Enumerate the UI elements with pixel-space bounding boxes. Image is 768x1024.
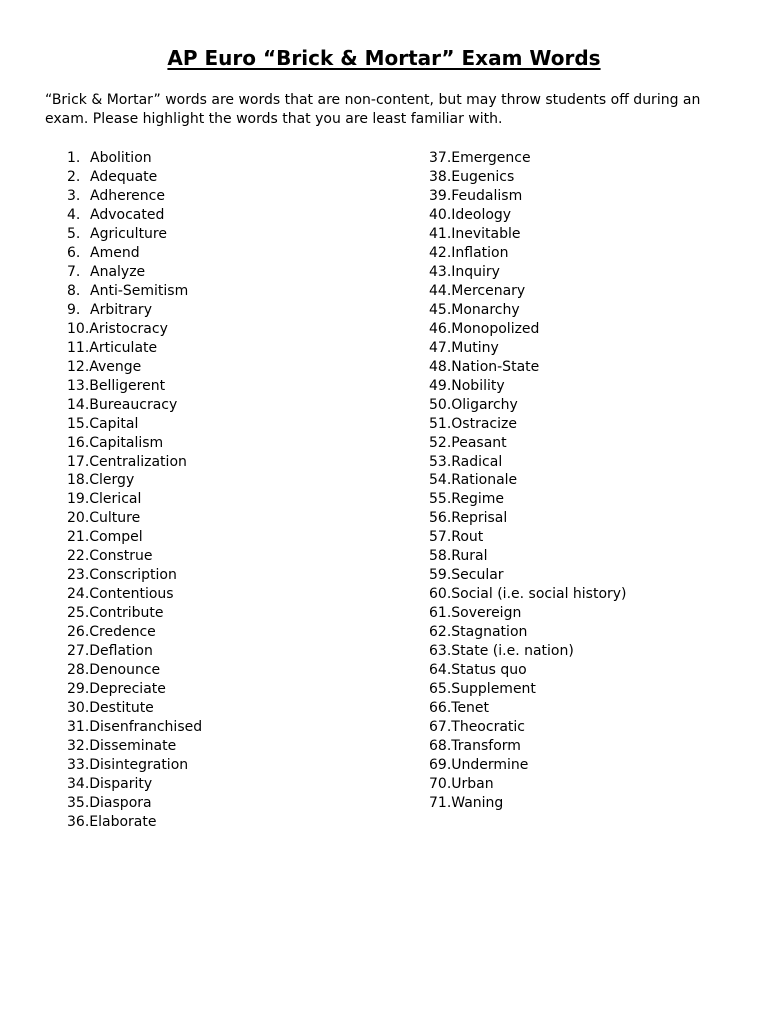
item-word: Centralization bbox=[89, 453, 187, 470]
list-item bbox=[67, 699, 202, 718]
list-item bbox=[67, 358, 202, 377]
item-number: 59. bbox=[429, 567, 452, 584]
item-number: 46. bbox=[429, 320, 452, 337]
item-number: 20. bbox=[67, 510, 90, 527]
list-item bbox=[429, 149, 627, 168]
item-word: Ideology bbox=[451, 206, 512, 223]
item-number: 7. bbox=[67, 263, 81, 280]
item-word: Status quo bbox=[451, 662, 527, 679]
list-item bbox=[67, 756, 202, 775]
list-item bbox=[429, 661, 627, 680]
item-number: 49. bbox=[429, 377, 452, 394]
item-number: 57. bbox=[429, 529, 452, 546]
item-number: 47. bbox=[429, 339, 452, 356]
item-word: Peasant bbox=[451, 434, 507, 451]
item-word: Elaborate bbox=[89, 813, 157, 830]
item-number: 37. bbox=[429, 150, 452, 166]
item-word: Compel bbox=[89, 529, 143, 546]
item-word: Amend bbox=[90, 244, 140, 261]
list-item bbox=[67, 377, 202, 396]
list-item bbox=[67, 282, 202, 301]
item-number: 21. bbox=[67, 529, 90, 546]
item-number: 23. bbox=[67, 567, 90, 584]
item-word: Emergence bbox=[451, 150, 531, 166]
list-item bbox=[429, 566, 627, 585]
item-word: Contentious bbox=[89, 586, 174, 603]
item-word: Mercenary bbox=[451, 282, 526, 299]
list-item bbox=[429, 547, 627, 566]
item-number: 29. bbox=[67, 681, 90, 698]
list-item bbox=[429, 168, 627, 187]
list-item bbox=[429, 699, 627, 718]
item-word: Ostracize bbox=[451, 415, 517, 432]
item-number: 31. bbox=[67, 719, 90, 736]
list-item bbox=[429, 642, 627, 661]
item-number: 13. bbox=[67, 377, 90, 394]
item-word: Undermine bbox=[451, 757, 529, 773]
list-item bbox=[67, 415, 202, 434]
item-word: Stagnation bbox=[451, 624, 528, 641]
item-number: 45. bbox=[429, 301, 452, 318]
item-number: 27. bbox=[67, 643, 90, 660]
item-word: Nation-State bbox=[451, 358, 540, 375]
list-item bbox=[429, 187, 627, 206]
item-word: Disintegration bbox=[89, 757, 189, 773]
item-number: 63. bbox=[429, 643, 452, 660]
item-word: Nobility bbox=[451, 377, 505, 394]
item-number: 36. bbox=[67, 813, 90, 830]
item-number: 55. bbox=[429, 491, 452, 508]
item-number: 51. bbox=[429, 415, 452, 432]
item-number: 66. bbox=[429, 700, 452, 717]
item-number: 71. bbox=[429, 794, 452, 811]
item-number: 1. bbox=[67, 150, 81, 166]
item-number: 4. bbox=[67, 206, 81, 223]
item-word: Contribute bbox=[89, 605, 164, 622]
list-item bbox=[67, 737, 202, 756]
item-word: Waning bbox=[451, 794, 504, 811]
item-word: Articulate bbox=[89, 339, 158, 356]
list-item bbox=[67, 642, 202, 661]
item-word: Reprisal bbox=[451, 510, 508, 527]
item-word: Inflation bbox=[451, 244, 509, 261]
list-item bbox=[67, 434, 202, 453]
item-word: Radical bbox=[451, 453, 503, 470]
item-word: Oligarchy bbox=[451, 396, 518, 413]
list-item bbox=[429, 718, 627, 737]
list-item bbox=[429, 490, 627, 509]
list-item bbox=[67, 718, 202, 737]
list-item bbox=[429, 623, 627, 642]
list-item bbox=[67, 453, 202, 472]
list-item bbox=[429, 225, 627, 244]
list-item bbox=[67, 471, 202, 490]
list-item bbox=[429, 301, 627, 320]
list-item bbox=[67, 396, 202, 415]
list-item bbox=[67, 320, 202, 339]
item-number: 16. bbox=[67, 434, 90, 451]
list-item bbox=[67, 206, 202, 225]
item-number: 65. bbox=[429, 681, 452, 698]
list-item bbox=[67, 623, 202, 642]
item-number: 35. bbox=[67, 794, 90, 811]
list-item bbox=[429, 756, 627, 775]
item-number: 12. bbox=[67, 358, 90, 375]
list-item bbox=[429, 396, 627, 415]
item-word: Denounce bbox=[89, 662, 161, 679]
item-word: Inquiry bbox=[451, 263, 500, 280]
item-word: Adequate bbox=[90, 168, 158, 185]
item-number: 19. bbox=[67, 491, 90, 508]
item-word: Culture bbox=[89, 510, 141, 527]
item-number: 22. bbox=[67, 548, 90, 565]
item-number: 43. bbox=[429, 263, 452, 280]
item-word: Capital bbox=[89, 415, 139, 432]
intro-paragraph: “Brick & Mortar” words are words that are non-content, but may throw students off during an exam. Please highlight the words that you are least familiar with. bbox=[45, 92, 701, 127]
item-word: Arbitrary bbox=[90, 301, 152, 318]
item-number: 39. bbox=[429, 187, 452, 204]
item-word: Monarchy bbox=[451, 301, 520, 318]
item-word: Analyze bbox=[90, 263, 146, 280]
list-item bbox=[429, 339, 627, 358]
item-number: 3. bbox=[67, 187, 81, 204]
item-number: 33. bbox=[67, 757, 90, 773]
item-word: Abolition bbox=[90, 150, 152, 166]
list-item bbox=[67, 339, 202, 358]
item-word: Depreciate bbox=[89, 681, 166, 698]
item-number: 28. bbox=[67, 662, 90, 679]
item-number: 53. bbox=[429, 453, 452, 470]
list-item bbox=[429, 434, 627, 453]
item-number: 5. bbox=[67, 225, 81, 242]
item-word: Theocratic bbox=[451, 719, 525, 736]
list-item bbox=[67, 301, 202, 320]
item-number: 41. bbox=[429, 225, 452, 242]
list-item bbox=[429, 775, 627, 794]
list-item bbox=[429, 358, 627, 377]
item-number: 40. bbox=[429, 206, 452, 223]
list-item bbox=[67, 604, 202, 623]
item-number: 52. bbox=[429, 434, 452, 451]
list-item bbox=[429, 415, 627, 434]
list-item bbox=[429, 680, 627, 699]
list-item bbox=[429, 528, 627, 547]
item-word: Aristocracy bbox=[89, 320, 168, 337]
list-item bbox=[429, 604, 627, 623]
item-word: Construe bbox=[89, 548, 153, 565]
item-word: Clerical bbox=[89, 491, 142, 508]
item-number: 70. bbox=[429, 775, 452, 792]
item-word: Destitute bbox=[89, 700, 154, 717]
item-number: 68. bbox=[429, 738, 452, 755]
item-word: Transform bbox=[451, 738, 521, 755]
item-number: 38. bbox=[429, 168, 452, 185]
item-number: 15. bbox=[67, 415, 90, 432]
list-item bbox=[429, 509, 627, 528]
list-item bbox=[67, 794, 202, 813]
item-word: Disenfranchised bbox=[89, 719, 203, 736]
item-word: Regime bbox=[451, 491, 505, 508]
item-number: 17. bbox=[67, 453, 90, 470]
list-item bbox=[67, 680, 202, 699]
item-word: Supplement bbox=[451, 681, 536, 698]
list-item bbox=[67, 566, 202, 585]
list-item bbox=[67, 813, 202, 832]
item-number: 58. bbox=[429, 548, 452, 565]
item-number: 30. bbox=[67, 700, 90, 717]
item-number: 6. bbox=[67, 244, 81, 261]
item-word: Diaspora bbox=[89, 794, 152, 811]
list-item bbox=[67, 775, 202, 794]
list-item bbox=[429, 794, 627, 813]
item-word: Avenge bbox=[89, 358, 142, 375]
list-item bbox=[429, 320, 627, 339]
item-word: Capitalism bbox=[89, 434, 164, 451]
item-number: 61. bbox=[429, 605, 452, 622]
item-word: Sovereign bbox=[451, 605, 522, 622]
list-item bbox=[429, 737, 627, 756]
item-word: Credence bbox=[89, 624, 156, 641]
item-word: Conscription bbox=[89, 567, 177, 584]
list-item bbox=[67, 490, 202, 509]
list-item bbox=[67, 187, 202, 206]
list-item bbox=[67, 244, 202, 263]
word-list-left bbox=[67, 149, 202, 832]
word-list-right bbox=[429, 149, 627, 813]
item-number: 18. bbox=[67, 472, 90, 489]
item-number: 54. bbox=[429, 472, 452, 489]
item-number: 42. bbox=[429, 244, 452, 261]
item-number: 67. bbox=[429, 719, 452, 736]
item-word: Anti-Semitism bbox=[90, 282, 189, 299]
list-item bbox=[429, 453, 627, 472]
list-item bbox=[67, 585, 202, 604]
item-number: 25. bbox=[67, 605, 90, 622]
list-item bbox=[429, 282, 627, 301]
item-word: Mutiny bbox=[451, 339, 499, 356]
item-number: 34. bbox=[67, 775, 90, 792]
item-word: Rural bbox=[451, 548, 488, 565]
item-word: Disparity bbox=[89, 775, 153, 792]
list-item bbox=[67, 168, 202, 187]
item-word: Advocated bbox=[90, 206, 165, 223]
item-number: 10. bbox=[67, 320, 90, 337]
list-item bbox=[429, 206, 627, 225]
item-number: 26. bbox=[67, 624, 90, 641]
list-item bbox=[67, 661, 202, 680]
item-number: 50. bbox=[429, 396, 452, 413]
list-item bbox=[429, 263, 627, 282]
item-number: 44. bbox=[429, 282, 452, 299]
item-word: Feudalism bbox=[451, 187, 523, 204]
list-item bbox=[429, 585, 627, 604]
item-word: Social (i.e. social history) bbox=[451, 586, 627, 603]
item-word: Tenet bbox=[451, 700, 490, 717]
list-item bbox=[429, 377, 627, 396]
item-number: 2. bbox=[67, 168, 81, 185]
item-word: Monopolized bbox=[451, 320, 540, 337]
item-word: Inevitable bbox=[451, 225, 521, 242]
item-number: 64. bbox=[429, 662, 452, 679]
page-title: AP Euro “Brick & Mortar” Exam Words bbox=[167, 46, 601, 70]
item-number: 56. bbox=[429, 510, 452, 527]
item-word: State (i.e. nation) bbox=[451, 643, 574, 660]
item-number: 69. bbox=[429, 757, 452, 773]
list-item bbox=[429, 471, 627, 490]
list-item bbox=[67, 509, 202, 528]
item-number: 8. bbox=[67, 282, 81, 299]
item-word: Belligerent bbox=[89, 377, 166, 394]
item-word: Deflation bbox=[89, 643, 153, 660]
item-word: Adherence bbox=[90, 187, 165, 204]
item-word: Rout bbox=[451, 529, 484, 546]
list-item bbox=[67, 547, 202, 566]
item-number: 32. bbox=[67, 738, 90, 755]
item-number: 14. bbox=[67, 396, 90, 413]
list-item bbox=[429, 244, 627, 263]
item-number: 48. bbox=[429, 358, 452, 375]
item-word: Urban bbox=[451, 775, 494, 792]
list-item bbox=[67, 528, 202, 547]
item-number: 9. bbox=[67, 301, 81, 318]
item-word: Clergy bbox=[89, 472, 135, 489]
item-number: 60. bbox=[429, 586, 452, 603]
item-word: Eugenics bbox=[451, 168, 515, 185]
list-item bbox=[67, 225, 202, 244]
item-number: 11. bbox=[67, 339, 90, 356]
list-item bbox=[67, 263, 202, 282]
item-word: Secular bbox=[451, 567, 504, 584]
item-number: 62. bbox=[429, 624, 452, 641]
item-word: Disseminate bbox=[89, 738, 177, 755]
item-number: 24. bbox=[67, 586, 90, 603]
item-word: Rationale bbox=[451, 472, 518, 489]
item-word: Bureaucracy bbox=[89, 396, 178, 413]
list-item bbox=[67, 149, 202, 168]
item-word: Agriculture bbox=[90, 225, 167, 242]
